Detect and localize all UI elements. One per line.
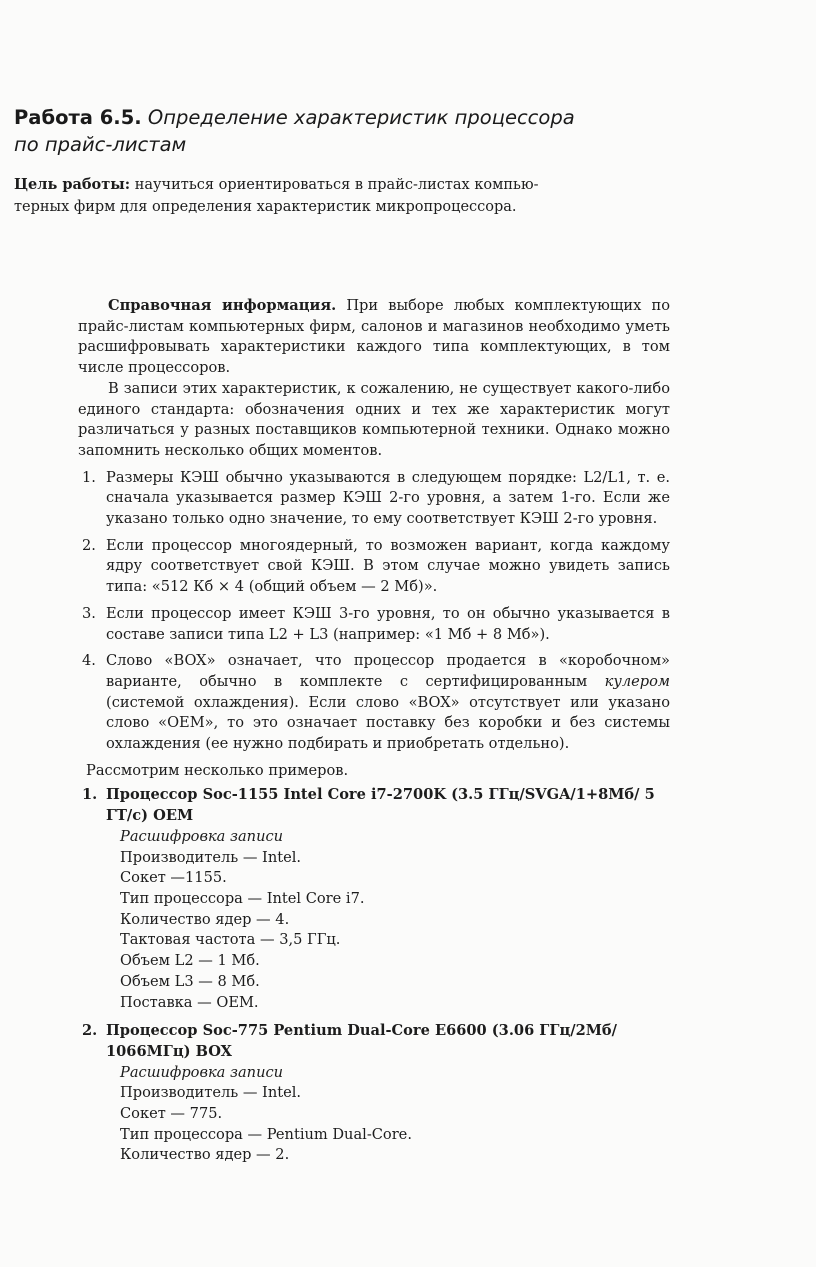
work-number: Работа 6.5. — [14, 106, 142, 129]
decode-line: Производитель — Intel. — [120, 1084, 302, 1102]
work-title-line1: Определение характеристик процессора — [147, 106, 575, 129]
example-number: 1. — [82, 786, 98, 804]
example-title: Процессор Soc-1155 Intel Core i7-2700K (3.5 ГГц/SVGA/1+8Мб/ 5 ГТ/с) OEM — [106, 786, 655, 825]
reference-paragraph-2: В записи этих характеристик, к сожалению, не существует какого-либо единого стандарта: обозначения одних и тех же характеристик могут различаться у разных поставщиков компьютерной техники. Однако можно запомнить несколько общих моментов. — [78, 379, 670, 459]
goal-text-line2: терных фирм для определения характеристик микропроцессора. — [14, 199, 517, 215]
list-item — [78, 604, 670, 645]
example-decode — [106, 1063, 670, 1167]
list-item-number: 3. — [82, 604, 96, 622]
reference-p1-text: При выборе любых комплектующих по прайс-листам компьютерных фирм, салонов и магазинов необходимо уметь расшифровывать характеристики каждого типа комплектующих, в том числе процессоров. — [78, 297, 671, 377]
decode-line: Объем L3 — 8 Мб. — [120, 972, 260, 990]
decode-line: Количество ядер — 2. — [120, 1146, 290, 1164]
decode-line: Тактовая частота — 3,5 ГГц. — [120, 931, 341, 949]
decode-line: Тип процессора — Pentium Dual-Core. — [120, 1125, 412, 1143]
decode-line: Объем L2 — 1 Мб. — [120, 952, 260, 970]
example-1 — [78, 785, 670, 1013]
decode-header: Расшифровка записи — [120, 827, 284, 845]
list-item-text-b: (системой охлаждения). Если слово «BOX» отсутствует или указано слово «OEM», то это означает поставку без коробки и без системы охлаждения (ее нужно подбирать и приобретать отдельно). — [106, 693, 670, 753]
reference-section — [78, 296, 670, 1174]
goal-text-line1: научиться ориентироваться в прайс-листах компью- — [134, 177, 539, 193]
work-header — [14, 104, 614, 158]
decode-header: Расшифровка записи — [120, 1063, 284, 1081]
decode-line: Производитель — Intel. — [120, 848, 302, 866]
examples-intro: Рассмотрим несколько примеров. — [86, 761, 349, 779]
example-title: Процессор Soc-775 Pentium Dual-Core E6600 (3.06 ГГц/2Мб/ 1066МГц) BOX — [106, 1022, 617, 1060]
list-item — [78, 651, 670, 755]
list-item-text: Размеры КЭШ обычно указываются в следующем порядке: L2/L1, т. е. сначала указывается размер КЭШ 2-го уровня, а затем 1-го. Если же указано только одно значение, то ему соответствует КЭШ 2-го уровня. — [106, 468, 670, 528]
reference-paragraph-1 — [78, 296, 670, 379]
work-title-line2: по прайс-листам — [14, 133, 187, 156]
example-number: 2. — [82, 1022, 98, 1040]
list-item — [78, 536, 670, 598]
list-item-emphasis: кулером — [604, 672, 670, 690]
decode-line: Тип процессора — Intel Core i7. — [120, 889, 365, 907]
list-item-number: 2. — [82, 536, 96, 554]
list-item-number: 4. — [82, 652, 96, 670]
example-decode — [106, 827, 670, 1013]
decode-line: Количество ядер — 4. — [120, 910, 290, 928]
goal-label: Цель работы: — [14, 176, 131, 193]
work-title — [14, 104, 614, 158]
rules-list — [78, 468, 670, 755]
decode-line: Поставка — OEM. — [120, 993, 259, 1011]
list-item-text: Если процессор многоядерный, то возможен вариант, когда каждому ядру соответствует свой КЭШ. В этом случае можно увидеть запись типа: «512 Кб × 4 (общий объем — 2 Мб)». — [106, 536, 670, 596]
work-goal — [14, 174, 614, 218]
page-bottom-edge — [0, 1233, 816, 1267]
list-item-text-a: Слово «BOX» означает, что процессор продается в «коробочном» варианте, обычно в комплекте с сертифицированным — [106, 652, 670, 690]
decode-line: Сокет —1155. — [120, 869, 227, 887]
list-item-number: 1. — [82, 468, 96, 486]
list-item — [78, 468, 670, 530]
example-2 — [78, 1021, 670, 1166]
decode-line: Сокет — 775. — [120, 1105, 223, 1123]
list-item-text: Если процессор имеет КЭШ 3-го уровня, то он обычно указывается в составе записи типа L2 + L3 (например: «1 Мб + 8 Мб»). — [106, 604, 670, 643]
reference-label: Справочная информация. — [108, 297, 337, 314]
